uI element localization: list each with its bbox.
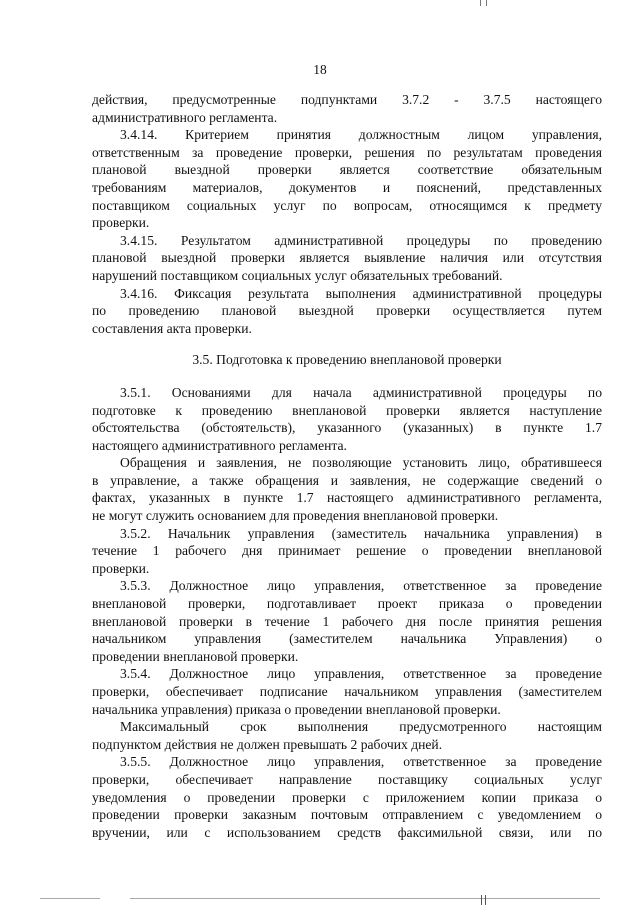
paragraph xyxy=(92,525,602,578)
text-line: внеплановой проверки, подготавливает проект приказа о проведении xyxy=(92,596,602,612)
scan-edge xyxy=(40,898,100,899)
text-line: не могут служить основанием для проведения внеплановой проверки. xyxy=(92,508,499,524)
text-line: составления акта проверки. xyxy=(92,320,252,336)
text-line: требованиям материалов, документов и пояснений, представленных xyxy=(92,179,602,195)
text-line: по проведению плановой выездной проверки осуществляется путем xyxy=(92,303,602,319)
text-line: Обращения и заявления, не позволяющие установить лицо, обратившееся xyxy=(120,455,602,471)
text-line: 3.5.4. Должностное лицо управления, ответственное за проведение xyxy=(120,666,602,682)
text-line: ответственным за проведение проверки, решения по результатам проведения xyxy=(92,144,602,160)
text-line: 3.5.3. Должностное лицо управления, ответственное за проведение xyxy=(120,578,602,594)
scan-mark xyxy=(486,0,487,6)
paragraph xyxy=(92,232,602,285)
scan-mark xyxy=(485,895,486,905)
text-line: поставщиком социальных услуг по вопросам, относящимся к предмету xyxy=(92,197,602,213)
page-number: 18 xyxy=(313,62,327,77)
text-line: проведении внеплановой проверки. xyxy=(92,648,299,664)
text-line: 3.4.14. Критерием принятия должностным лицом управления, xyxy=(120,127,602,143)
paragraph xyxy=(92,753,602,841)
paragraph xyxy=(92,384,602,454)
text-line: нарушений поставщиком социальных услуг обязательных требований. xyxy=(92,267,503,283)
paragraph xyxy=(92,718,602,753)
text-line: Максимальный срок выполнения предусмотренного настоящим xyxy=(120,719,602,735)
text-line: уведомления о проведении проверки с приложением копии приказа о xyxy=(92,789,602,805)
text-line: внеплановой проверки в течение 1 рабочего дня после принятия решения xyxy=(92,613,602,629)
text-line: плановой выездной проверки является выявление наличия или отсутствия xyxy=(92,250,602,266)
text-line: вручении, или с использованием средств факсимильной связи, или по xyxy=(92,824,602,840)
section-heading: 3.5. Подготовка к проведению внеплановой проверки xyxy=(192,352,502,368)
text-line: 3.5.5. Должностное лицо управления, ответственное за проведение xyxy=(120,754,602,770)
text-line: проверки, обеспечивает направление поставщику социальных услуг xyxy=(92,771,602,787)
text-line: действия, предусмотренные подпунктами 3.7.2 - 3.7.5 настоящего xyxy=(92,92,602,107)
document-body xyxy=(92,91,602,841)
scan-mark xyxy=(480,0,481,6)
scan-edge xyxy=(130,898,600,899)
text-line: 3.4.15. Результатом административной процедуры по проведению xyxy=(120,232,602,248)
text-line: 3.5.1. Основаниями для начала административной процедуры по xyxy=(120,384,602,400)
paragraph xyxy=(92,454,602,524)
paragraph xyxy=(92,126,602,232)
text-line: фактах, указанных в пункте 1.7 настоящего административного регламента, xyxy=(92,490,602,506)
text-line: в управление, а также обращения и заявления, не содержащие сведений о xyxy=(92,472,602,488)
text-line: 3.5.2. Начальник управления (заместитель начальника управления) в xyxy=(120,525,602,541)
text-line: течение 1 рабочего дня принимает решение о проведении внеплановой xyxy=(92,543,602,559)
text-line: проверки. xyxy=(92,215,150,231)
text-line: проведении проверки заказным почтовым отправлением с уведомлением о xyxy=(92,807,602,823)
text-line: плановой выездной проверки является соответствие обязательным xyxy=(92,162,602,178)
paragraph xyxy=(92,665,602,718)
text-line: начальником управления (заместителем начальника Управления) о xyxy=(92,631,602,647)
text-line: обстоятельства (обстоятельств), указанного (указанных) в пункте 1.7 xyxy=(92,420,602,436)
text-line: административного регламента. xyxy=(92,109,278,125)
text-line: начальника управления) приказа о проведении внеплановой проверки. xyxy=(92,701,501,717)
paragraph xyxy=(92,91,602,126)
text-line: проверки, обеспечивает подписание начальником управления (заместителем xyxy=(92,684,602,699)
text-line: настоящего административного регламента. xyxy=(92,437,347,453)
text-line: проверки. xyxy=(92,560,150,576)
paragraph xyxy=(92,577,602,665)
text-line: 3.4.16. Фиксация результата выполнения административной процедуры xyxy=(120,285,602,301)
text-line: подготовке к проведению внеплановой проверки является наступление xyxy=(92,402,602,418)
text-line: подпунктом действия не должен превышать 2 рабочих дней. xyxy=(92,736,443,752)
paragraph xyxy=(92,285,602,338)
scan-mark xyxy=(481,895,482,905)
